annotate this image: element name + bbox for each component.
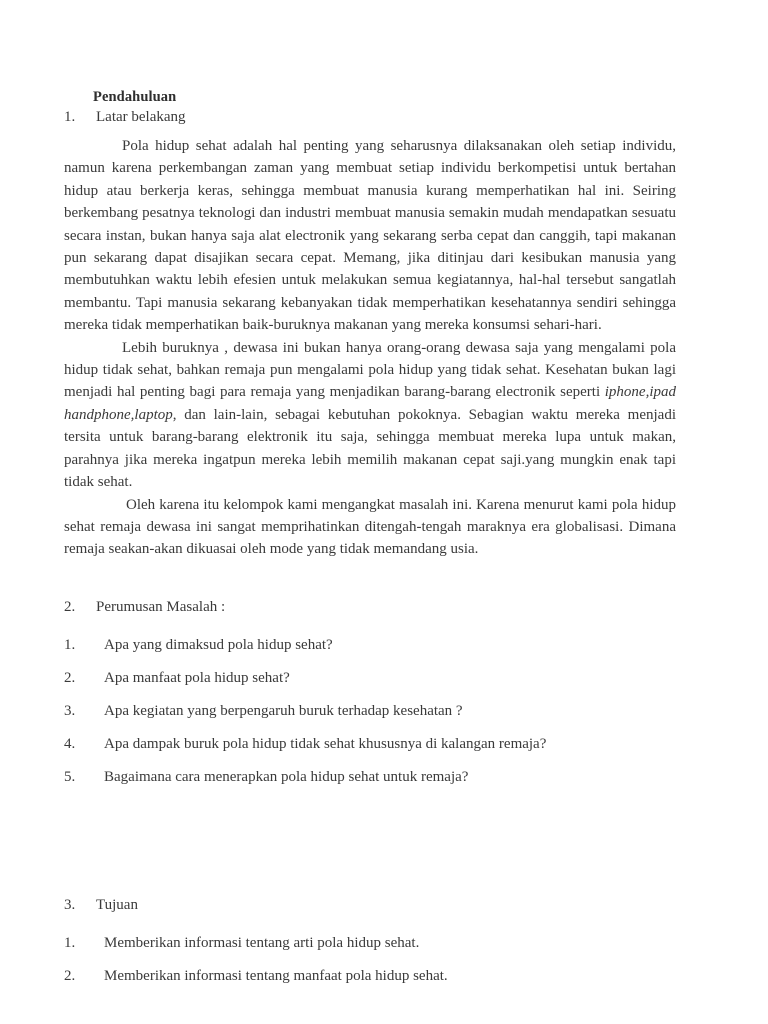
list-item [64,733,676,766]
paragraph [64,337,676,494]
section-label: Perumusan Masalah : [96,598,226,615]
body-text: , dan lain-lain, sebagai kebutuhan pokoknya. Sebagian waktu mereka menjadi tersita untuk barang-barang elektronik itu saja, sehingga membuat mereka lupa untuk makan, parahnya jika mereka ingatpun mereka lebih memilih makanan cepat saji.yang mungkin enak tapi tidak sehat. [64,406,676,491]
paragraph [64,135,676,337]
list-item-number: 1. [64,636,76,653]
list-item [64,667,676,700]
list-item-number: 4. [64,735,76,752]
section-heading-tujuan [64,894,676,916]
section-number: 2. [64,598,76,615]
list-item-number: 5. [64,768,76,785]
latar-belakang-body [64,135,676,561]
list-item [64,766,676,799]
list-item-text: Bagaimana cara menerapkan pola hidup sehat untuk remaja? [104,768,469,785]
emphasis-text: iphone,ipad handphone,laptop [64,384,676,423]
list-item-text: Memberikan informasi tentang manfaat pola hidup sehat. [104,967,448,984]
list-item-number: 3. [64,702,76,719]
section-label: Tujuan [96,896,138,913]
body-text: Oleh karena itu kelompok kami mengangkat masalah ini. Karena menurut kami pola hidup sehat remaja dewasa ini sangat memprihatinkan ditengah-tengah maraknya era globalisasi. Dimana remaja seakan-akan dikuasai oleh mode yang tidak memandang usia. [64,496,676,558]
section-number: 3. [64,896,76,913]
list-item-number: 1. [64,934,76,951]
list-item-text: Memberikan informasi tentang arti pola hidup sehat. [104,934,420,951]
page-title: Pendahuluan [93,89,177,105]
list-item [64,634,676,667]
list-item-text: Apa yang dimaksud pola hidup sehat? [104,636,333,653]
list-item [64,965,676,998]
list-item-text: Apa manfaat pola hidup sehat? [104,669,290,686]
section-label: Latar belakang [96,109,186,125]
spacer [64,561,676,596]
spacer [64,799,676,894]
tujuan-list [64,932,676,998]
section-heading-latar-belakang [64,106,676,128]
document-content [64,88,676,998]
perumusan-masalah-list [64,634,676,799]
list-item-number: 2. [64,967,76,984]
paragraph [64,494,676,561]
body-text: Lebih buruknya , dewasa ini bukan hanya orang-orang dewasa saja yang mengalami pola hidup tidak sehat, bahkan remaja pun mengalami pola hidup yang tidak sehat. Kesehatan bukan lagi menjadi hal penting bagi para remaja yang menjadikan barang-barang electronik seperti [64,339,676,401]
list-item [64,700,676,733]
list-item-text: Apa dampak buruk pola hidup tidak sehat khususnya di kalangan remaja? [104,735,547,752]
list-item-number: 2. [64,669,76,686]
section-number: 1. [64,109,76,125]
list-item [64,932,676,965]
body-text: Pola hidup sehat adalah hal penting yang seharusnya dilaksanakan oleh setiap individu, namun karena perkembangan zaman yang membuat setiap individu berkompetisi untuk bertahan hidup atau berkerja keras, sehingga membuat manusia kurang memperhatikan hal ini. Seiring berkembang pesatnya teknologi dan industri membuat manusia semakin mudah mendapatkan sesuatu secara instan, bukan hanya saja alat electronik yang sekarang serba cepat dan canggih, tapi makanan pun sekarang dapat disajikan secara cepat. Memang, jika ditinjau dari kesibukan manusia yang membutuhkan waktu lebih efesien untuk melakukan semua kegiatannya, hal-hal tersebut sangatlah membantu. Tapi manusia sekarang kebanyakan tidak memperhatikan kesehatannya sendiri sehingga mereka tidak memperhatikan baik-buruknya makanan yang mereka konsumsi sehari-hari. [64,138,676,334]
section-heading-perumusan-masalah [64,596,676,618]
list-item-text: Apa kegiatan yang berpengaruh buruk terhadap kesehatan ? [104,702,463,719]
